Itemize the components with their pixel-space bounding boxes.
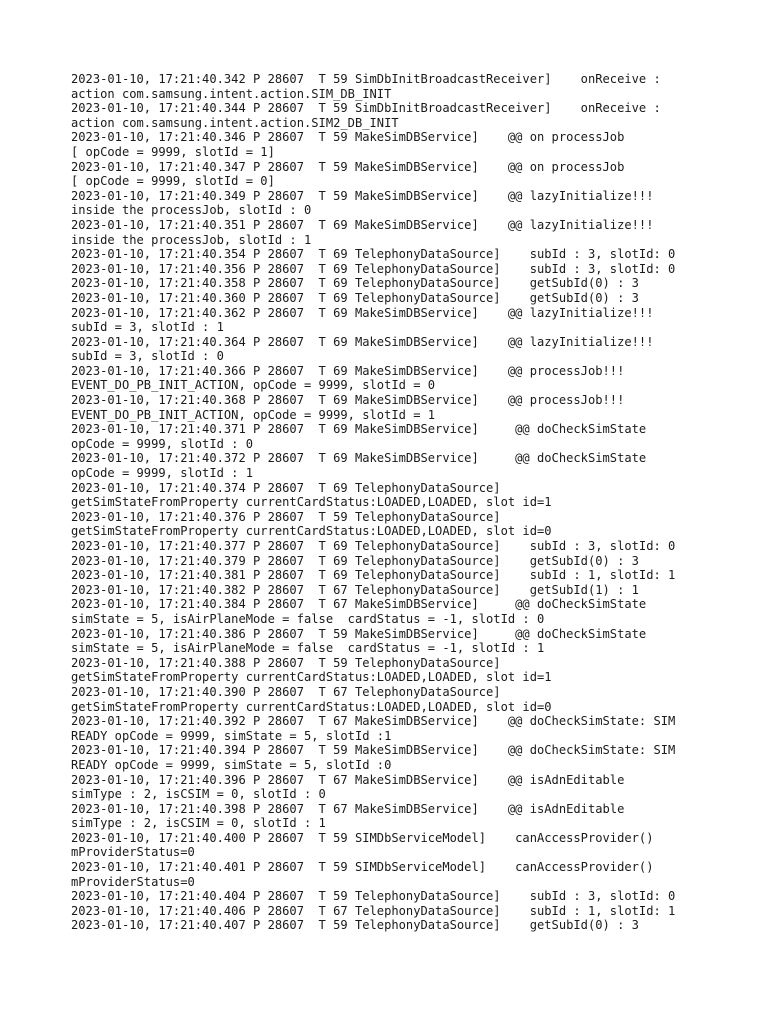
log-line: simState = 5, isAirPlaneMode = false cardStatus = -1, slotId : 1 <box>71 641 545 656</box>
log-line: 2023-01-10, 17:21:40.346 P 28607 T 59 MakeSimDBService] @@ on processJob <box>71 130 625 145</box>
log-line: 2023-01-10, 17:21:40.354 P 28607 T 69 TelephonyDataSource] subId : 3, slotId: 0 <box>71 247 676 262</box>
log-line: 2023-01-10, 17:21:40.347 P 28607 T 59 MakeSimDBService] @@ on processJob <box>71 159 625 174</box>
log-lines <box>71 72 761 933</box>
log-line: EVENT_DO_PB_INIT_ACTION, opCode = 9999, slotId = 1 <box>71 407 436 422</box>
log-line: opCode = 9999, slotId : 1 <box>71 466 254 481</box>
log-line: subId = 3, slotId : 0 <box>71 349 224 364</box>
log-line: 2023-01-10, 17:21:40.400 P 28607 T 59 SIMDbServiceModel] canAccessProvider() <box>71 830 654 845</box>
log-document <box>71 72 761 933</box>
log-line: action com.samsung.intent.action.SIM2_DB_INIT <box>71 115 399 130</box>
log-line: mProviderStatus=0 <box>71 874 195 889</box>
log-line: opCode = 9999, slotId : 0 <box>71 436 254 451</box>
log-line: mProviderStatus=0 <box>71 845 195 860</box>
log-line: simType : 2, isCSIM = 0, slotId : 1 <box>71 816 326 831</box>
log-line: 2023-01-10, 17:21:40.381 P 28607 T 69 TelephonyDataSource] subId : 1, slotId: 1 <box>71 568 676 583</box>
log-line: 2023-01-10, 17:21:40.368 P 28607 T 69 MakeSimDBService] @@ processJob!!! <box>71 393 625 408</box>
log-line: 2023-01-10, 17:21:40.386 P 28607 T 59 MakeSimDBService] @@ doCheckSimState <box>71 626 647 641</box>
log-line: 2023-01-10, 17:21:40.374 P 28607 T 69 TelephonyDataSource] <box>71 480 501 495</box>
log-line: 2023-01-10, 17:21:40.366 P 28607 T 69 MakeSimDBService] @@ processJob!!! <box>71 363 625 378</box>
log-line: 2023-01-10, 17:21:40.344 P 28607 T 59 SimDbInitBroadcastReceiver] onReceive : <box>71 101 661 116</box>
log-line: 2023-01-10, 17:21:40.379 P 28607 T 69 TelephonyDataSource] getSubId(0) : 3 <box>71 553 639 568</box>
log-line: getSimStateFromProperty currentCardStatus:LOADED,LOADED, slot id=0 <box>71 699 552 714</box>
log-line: 2023-01-10, 17:21:40.382 P 28607 T 67 TelephonyDataSource] getSubId(1) : 1 <box>71 582 639 597</box>
log-line: 2023-01-10, 17:21:40.406 P 28607 T 67 TelephonyDataSource] subId : 1, slotId: 1 <box>71 903 676 918</box>
log-line: getSimStateFromProperty currentCardStatus:LOADED,LOADED, slot id=1 <box>71 495 552 510</box>
log-line: 2023-01-10, 17:21:40.390 P 28607 T 67 TelephonyDataSource] <box>71 684 501 699</box>
log-line: 2023-01-10, 17:21:40.396 P 28607 T 67 MakeSimDBService] @@ isAdnEditable <box>71 772 625 787</box>
log-line: 2023-01-10, 17:21:40.358 P 28607 T 69 TelephonyDataSource] getSubId(0) : 3 <box>71 276 639 291</box>
log-line: 2023-01-10, 17:21:40.351 P 28607 T 69 MakeSimDBService] @@ lazyInitialize!!! <box>71 217 654 232</box>
log-line: 2023-01-10, 17:21:40.342 P 28607 T 59 SimDbInitBroadcastReceiver] onReceive : <box>71 72 661 86</box>
log-line: getSimStateFromProperty currentCardStatus:LOADED,LOADED, slot id=0 <box>71 524 552 539</box>
log-line: 2023-01-10, 17:21:40.360 P 28607 T 69 TelephonyDataSource] getSubId(0) : 3 <box>71 290 639 305</box>
log-line: inside the processJob, slotId : 1 <box>71 232 312 247</box>
log-line: 2023-01-10, 17:21:40.362 P 28607 T 69 MakeSimDBService] @@ lazyInitialize!!! <box>71 305 654 320</box>
log-line: 2023-01-10, 17:21:40.356 P 28607 T 69 TelephonyDataSource] subId : 3, slotId: 0 <box>71 261 676 276</box>
log-line: 2023-01-10, 17:21:40.407 P 28607 T 59 TelephonyDataSource] getSubId(0) : 3 <box>71 918 639 933</box>
log-line: subId = 3, slotId : 1 <box>71 320 224 335</box>
log-line: 2023-01-10, 17:21:40.388 P 28607 T 59 TelephonyDataSource] <box>71 655 501 670</box>
log-line: EVENT_DO_PB_INIT_ACTION, opCode = 9999, slotId = 0 <box>71 378 436 393</box>
log-line: 2023-01-10, 17:21:40.377 P 28607 T 69 TelephonyDataSource] subId : 3, slotId: 0 <box>71 539 676 553</box>
log-line: 2023-01-10, 17:21:40.404 P 28607 T 59 TelephonyDataSource] subId : 3, slotId: 0 <box>71 889 676 904</box>
log-line: simType : 2, isCSIM = 0, slotId : 0 <box>71 787 326 802</box>
log-line: inside the processJob, slotId : 0 <box>71 203 312 218</box>
log-line: 2023-01-10, 17:21:40.401 P 28607 T 59 SIMDbServiceModel] canAccessProvider() <box>71 860 654 875</box>
log-line: action com.samsung.intent.action.SIM_DB_INIT <box>71 86 392 101</box>
log-line: getSimStateFromProperty currentCardStatus:LOADED,LOADED, slot id=1 <box>71 670 552 685</box>
log-line: 2023-01-10, 17:21:40.376 P 28607 T 59 TelephonyDataSource] <box>71 509 501 524</box>
log-line: [ opCode = 9999, slotId = 1] <box>71 144 275 159</box>
log-line: 2023-01-10, 17:21:40.349 P 28607 T 59 MakeSimDBService] @@ lazyInitialize!!! <box>71 188 654 203</box>
log-line: READY opCode = 9999, simState = 5, slotId :1 <box>71 728 392 743</box>
log-line: simState = 5, isAirPlaneMode = false cardStatus = -1, slotId : 0 <box>71 611 545 626</box>
log-line: 2023-01-10, 17:21:40.394 P 28607 T 59 MakeSimDBService] @@ doCheckSimState: SIM <box>71 743 676 758</box>
log-line: 2023-01-10, 17:21:40.364 P 28607 T 69 MakeSimDBService] @@ lazyInitialize!!! <box>71 334 654 349</box>
log-line: [ opCode = 9999, slotId = 0] <box>71 174 275 189</box>
log-line: READY opCode = 9999, simState = 5, slotId :0 <box>71 757 392 772</box>
log-line: 2023-01-10, 17:21:40.371 P 28607 T 69 MakeSimDBService] @@ doCheckSimState <box>71 422 647 437</box>
log-line: 2023-01-10, 17:21:40.384 P 28607 T 67 MakeSimDBService] @@ doCheckSimState <box>71 597 647 612</box>
log-line: 2023-01-10, 17:21:40.392 P 28607 T 67 MakeSimDBService] @@ doCheckSimState: SIM <box>71 714 676 729</box>
log-line: 2023-01-10, 17:21:40.398 P 28607 T 67 MakeSimDBService] @@ isAdnEditable <box>71 801 625 816</box>
log-line: 2023-01-10, 17:21:40.372 P 28607 T 69 MakeSimDBService] @@ doCheckSimState <box>71 451 647 466</box>
